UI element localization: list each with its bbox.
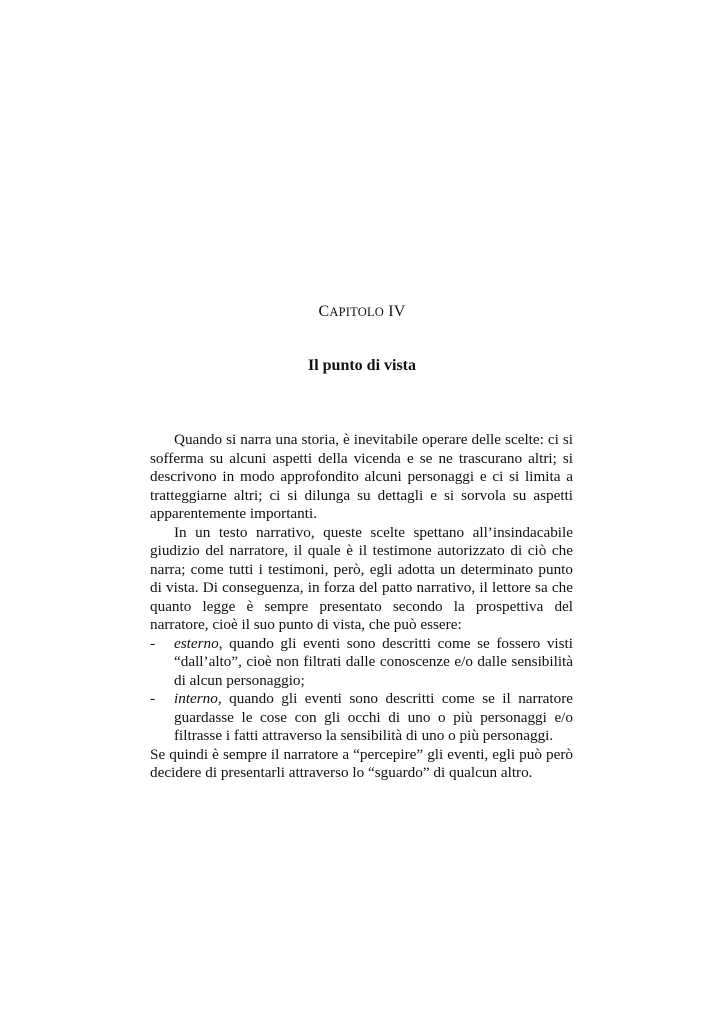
list-dash: -: [150, 690, 156, 707]
chapter-title: Il punto di vista: [307, 357, 417, 374]
chapter-number: IV: [388, 303, 406, 320]
list-item: [150, 690, 573, 746]
list-item: [150, 635, 573, 691]
viewpoint-list: [150, 635, 573, 746]
paragraph-3: Se quindi è sempre il narratore a “percepire” gli eventi, egli può però decidere di presentarli attraverso lo “sguardo” di qualcun altro.: [150, 745, 573, 781]
list-dash: -: [150, 634, 156, 652]
list-text: , quando gli eventi sono descritti come se il narratore guardasse le cose con gli occhi di uno o più personaggi e/o filtrasse i fatti attraverso la sensibilità di uno o più personaggi.: [174, 690, 573, 744]
chapter-label-smallcaps: APITOLO: [329, 305, 385, 319]
list-term: interno: [174, 690, 218, 707]
chapter-label: [0, 303, 724, 321]
list-term: esterno: [174, 634, 219, 652]
list-text: , quando gli eventi sono descritti come se fossero visti “dall’alto”, cioè non filtrati dalle conoscenze e/o dalle sensibilità di alcun personaggio;: [174, 634, 573, 689]
chapter-label-initial: C: [318, 303, 330, 320]
body-text: [150, 431, 573, 783]
paragraph-2: In un testo narrativo, queste scelte spettano all’insindacabile giudizio del narratore, il quale è il testimone autorizzato di ciò che narra; come tutti i testimoni, però, egli adotta un determinato punto di vista. Di conseguenza, in forza del patto narrativo, il lettore sa che quanto legge è sempre presentato secondo la prospettiva del narratore, cioè il suo punto di vista, che può essere:: [150, 523, 573, 633]
paragraph-1: Quando si narra una storia, è inevitabile operare delle scelte: ci si sofferma su alcuni aspetti della vicenda e se ne trascurano altri; si descrivono in modo approfondito alcuni personaggi e ci si limita a tratteggiarne altri; ci si dilunga su dettagli e si sorvola su aspetti apparentemente importanti.: [150, 431, 573, 522]
